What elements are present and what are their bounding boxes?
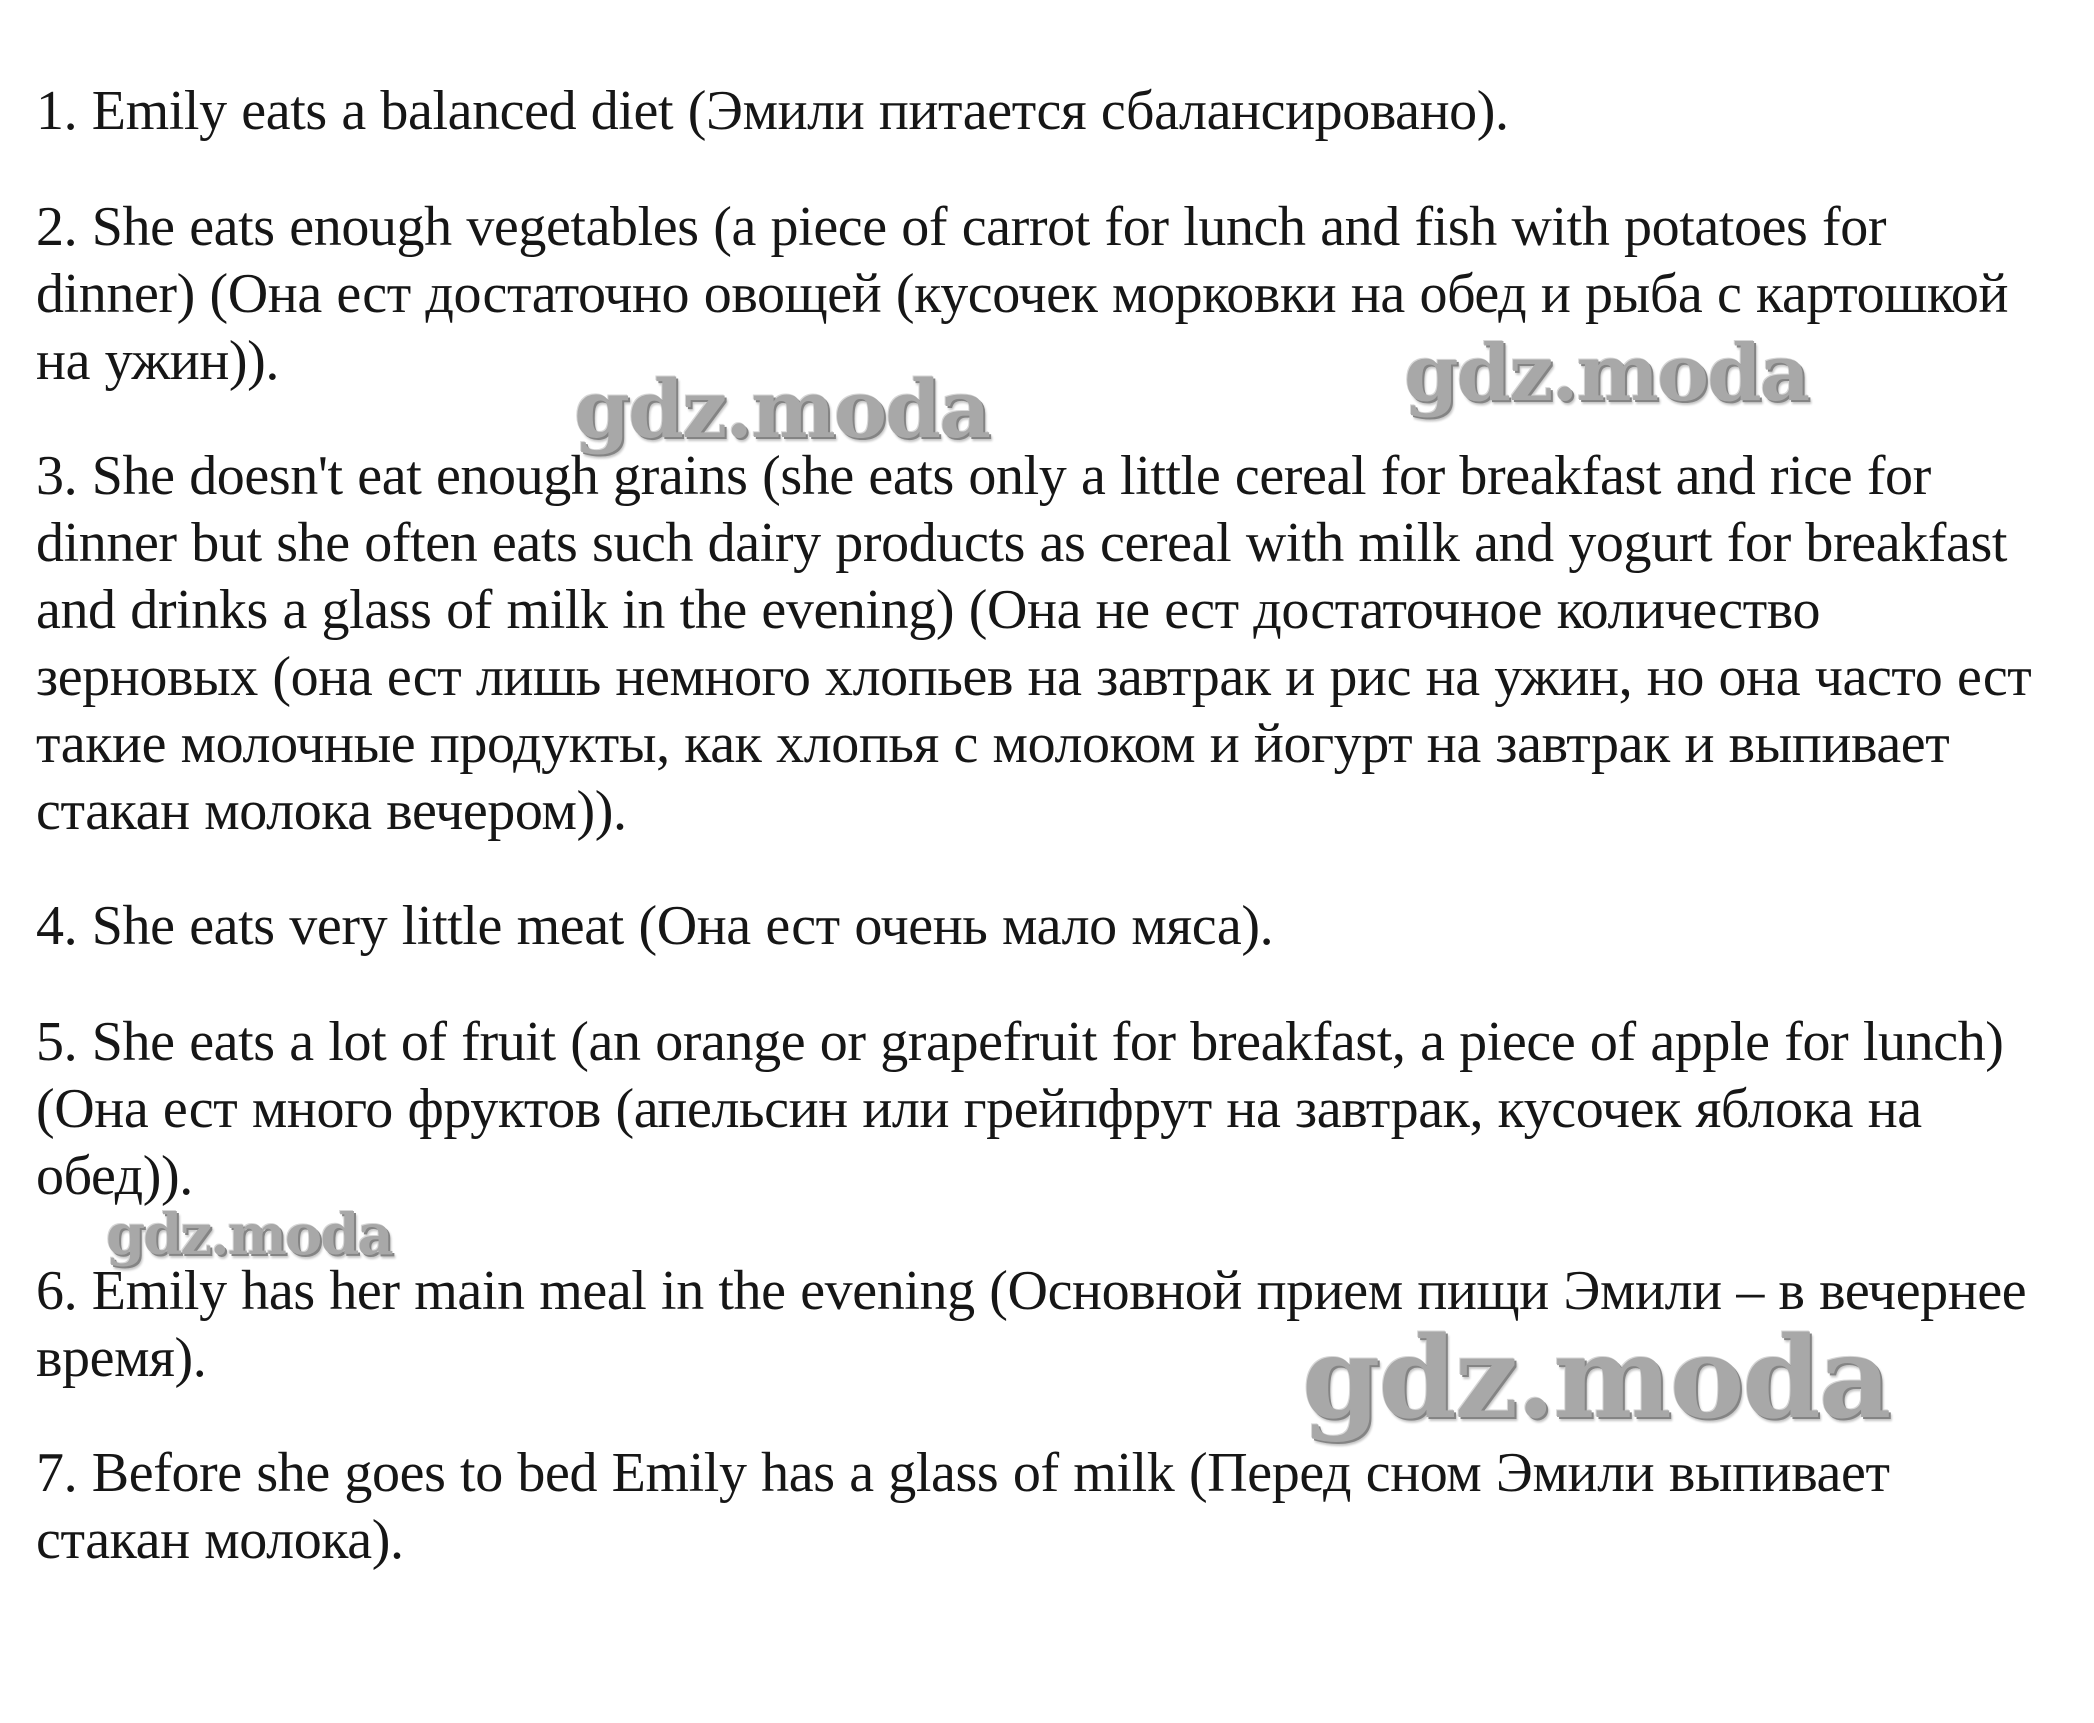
watermark-logo: gdz.moda bbox=[1404, 328, 1809, 419]
answer-item-3: 3. She doesn't eat enough grains (she eats only a little cereal for breakfast and rice for dinner but she often eats such dairy products as cereal with milk and yogurt for breakfast and drinks a glass of milk in the evening) (Она не ест достаточное количество зерновых (она ест лишь немного хлопьев на завтрак и рис на ужин, но она часто ест такие молочные продукты, как хлопья с молоком и йогурт на завтрак и выпивает стакан молока вечером)). bbox=[36, 445, 2032, 842]
watermark-logo: gdz.moda bbox=[1302, 1313, 1890, 1444]
answer-item-4: 4. She eats very little meat (Она ест очень мало мяса). bbox=[36, 895, 1274, 957]
answer-item-5: 5. She eats a lot of fruit (an orange or grapefruit for breakfast, a piece of apple for lunch) (Она ест много фруктов (апельсин или грейпфрут на завтрак, кусочек яблока на обед)). bbox=[36, 1011, 2004, 1207]
answer-item-7: 7. Before she goes to bed Emily has a glass of milk (Перед сном Эмили выпивает стакан молока). bbox=[36, 1442, 1890, 1571]
answer-item-1: 1. Emily eats a balanced diet (Эмили питается сбалансировано). bbox=[36, 80, 1509, 142]
watermark-logo: gdz.moda bbox=[574, 362, 989, 456]
watermark-logo: gdz.moda bbox=[106, 1202, 392, 1268]
answer-item-2: 2. She eats enough vegetables (a piece of carrot for lunch and fish with potatoes for dinner) (Она ест достаточно овощей (кусочек морковки на обед и рыба с картошкой на ужин)). bbox=[36, 196, 2009, 392]
answer-item-6: 6. Emily has her main meal in the evening (Основной прием пищи Эмили – в вечернее время). bbox=[36, 1260, 2027, 1389]
